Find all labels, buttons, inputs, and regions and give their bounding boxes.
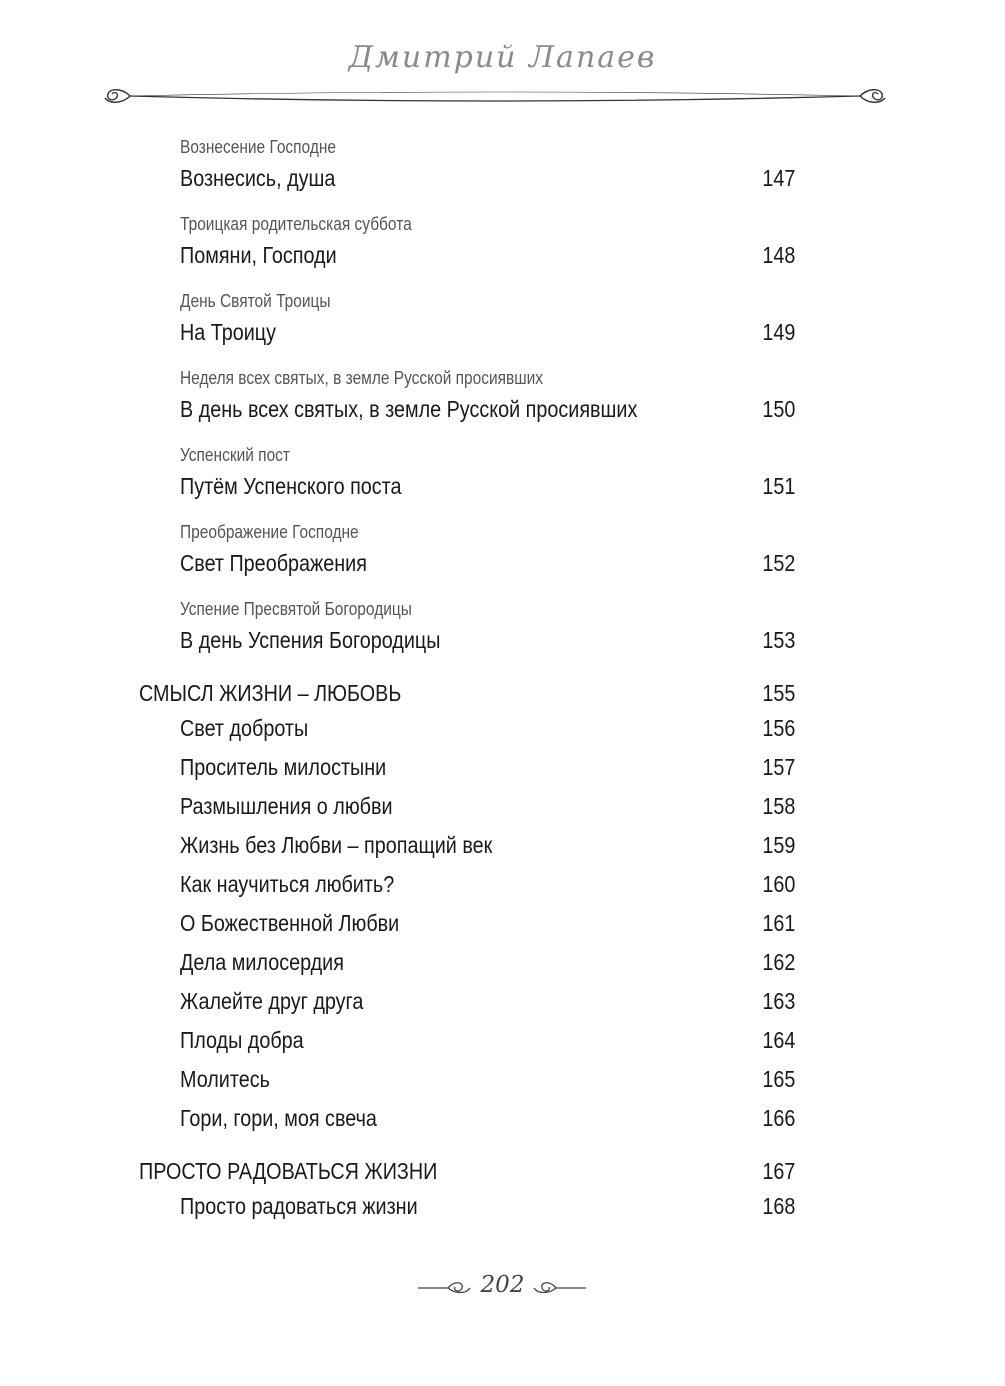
- toc-page-number: 159: [761, 832, 795, 858]
- header-ornament-rule: [100, 82, 890, 110]
- toc-entry-title: Вознесись, душа: [180, 165, 336, 191]
- toc-entry-title: Гори, гори, моя свеча: [180, 1105, 377, 1131]
- toc-occasion: Успенский пост: [180, 445, 291, 465]
- toc-entry-title: Свет Преображения: [180, 550, 367, 576]
- toc-entry-title: В день всех святых, в земле Русской просиявших: [180, 396, 638, 422]
- toc-page-number: 152: [761, 550, 795, 576]
- toc-page-number: 149: [761, 319, 795, 345]
- toc-entry-title: Дела милосердия: [180, 949, 344, 975]
- toc-entry-title: Жизнь без Любви – пропащий век: [180, 832, 493, 858]
- toc-entry-title: Путём Успенского поста: [180, 473, 402, 499]
- toc-page-number: 160: [761, 871, 795, 897]
- toc-section-title: СМЫСЛ ЖИЗНИ – ЛЮБОВЬ: [139, 680, 402, 706]
- toc-page-number: 168: [761, 1193, 795, 1219]
- toc-occasion: Троицкая родительская суббота: [180, 214, 412, 234]
- toc-entry-title: Жалейте друг друга: [180, 988, 364, 1014]
- toc-entry-title: О Божественной Любви: [180, 910, 400, 936]
- footer-page-number: 202: [480, 1272, 525, 1298]
- toc-occasion: Успение Пресвятой Богородицы: [180, 599, 412, 619]
- toc-occasion: Вознесение Господне: [180, 137, 337, 157]
- toc-entry-title: Проситель милостыни: [180, 754, 387, 780]
- toc-occasion: Преображение Господне: [180, 522, 359, 542]
- toc-page-number: 147: [761, 165, 795, 191]
- toc-page-number: 163: [761, 988, 795, 1014]
- toc-page-number: 156: [761, 715, 795, 741]
- toc-entry-title: Свет доброты: [180, 715, 309, 741]
- toc-entry-title: Просто радоваться жизни: [180, 1193, 418, 1219]
- toc-entry-title: Как научиться любить?: [180, 871, 395, 897]
- toc-entry-title: В день Успения Богородицы: [180, 627, 441, 653]
- toc-occasion: День Святой Троицы: [180, 291, 331, 311]
- toc-page-number: 153: [761, 627, 795, 653]
- toc-section-page-number: 155: [761, 680, 795, 706]
- toc-section-title: ПРОСТО РАДОВАТЬСЯ ЖИЗНИ: [139, 1158, 438, 1184]
- toc-page-number: 164: [761, 1027, 795, 1053]
- toc-page-number: 150: [761, 396, 795, 422]
- toc-page-number: 158: [761, 793, 795, 819]
- toc-entry-title: Молитесь: [180, 1066, 270, 1092]
- toc-occasion: Неделя всех святых, в земле Русской просиявших: [180, 368, 544, 388]
- toc-entry-title: Помяни, Господи: [180, 242, 337, 268]
- toc-page-number: 166: [761, 1105, 795, 1131]
- toc-page-number: 161: [761, 910, 795, 936]
- toc-entry-title: На Троицу: [180, 319, 277, 345]
- running-header-author: Дмитрий Лапаев: [348, 40, 657, 75]
- toc-page-number: 162: [761, 949, 795, 975]
- toc-page-number: 157: [761, 754, 795, 780]
- toc-page-number: 151: [761, 473, 795, 499]
- toc-entry-title: Плоды добра: [180, 1027, 304, 1053]
- toc-entry-title: Размышления о любви: [180, 793, 393, 819]
- toc-section-page-number: 167: [761, 1158, 795, 1184]
- toc-page-number: 165: [761, 1066, 795, 1092]
- toc-page-number: 148: [761, 242, 795, 268]
